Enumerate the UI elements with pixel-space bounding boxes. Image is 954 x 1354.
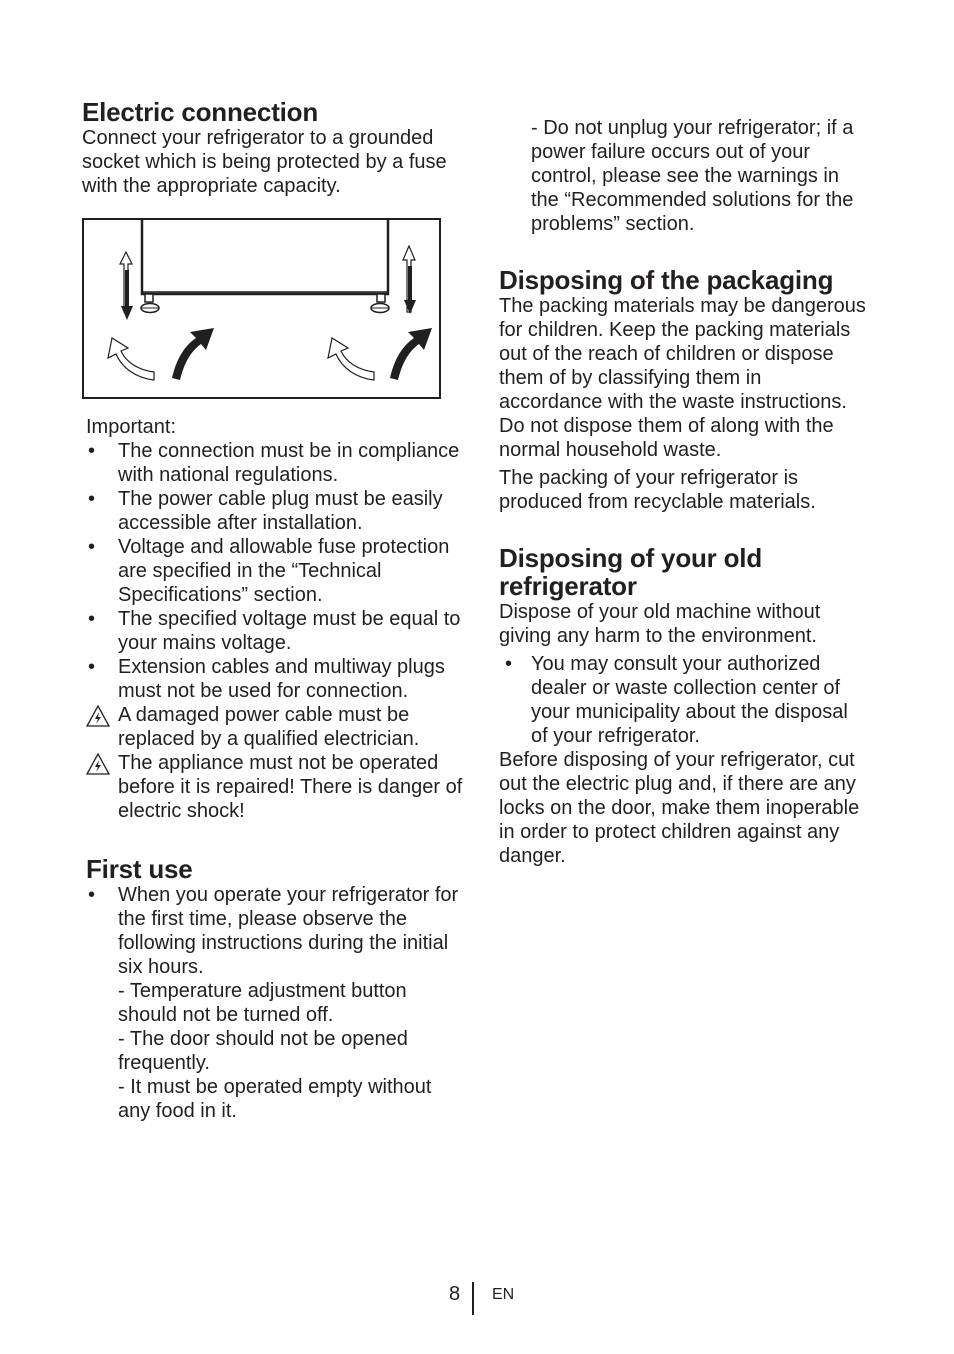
right-up-down-arrow-icon [403,246,416,314]
leveling-feet-illustration [84,220,439,397]
packaging-paragraph-1: The packing materials may be dangerous for children. Keep the packing materials out of the reach of children or dispose them of by classifying them in accordance with the waste instructions. Do not dispose them of along with the normal household waste. [499,295,866,461]
page-number: 8 [449,1283,461,1305]
list-item: • When you operate your refrigerator for the first time, please observe the following instructions during the initial six hours. - Temperature adjustment button should not be turned off. - The door should not be opened frequently. - It must be operated empty without any food in it. [82,883,467,1123]
right-foot-icon [371,294,389,313]
first-use-sub-item: - The door should not be opened frequently. [118,1028,408,1074]
electric-intro: Connect your refrigerator to a grounded socket which is being protected by a fuse with the appropriate capacity. [82,127,447,197]
page-footer [0,1282,954,1316]
right-rotate-arrows-icon [328,328,432,380]
bullet-icon: • [88,536,96,558]
bullet-icon: • [88,608,96,630]
list-item: • You may consult your authorized dealer or waste collection center of your municipality about the disposal of your refrigerator. [505,653,848,747]
bullet-icon: • [88,488,96,510]
packaging-paragraph-2: The packing of your refrigerator is produced from recyclable materials. [499,467,816,513]
old-refrigerator-heading: Disposing of your old refrigerator [499,543,763,601]
warning-triangle-icon [86,753,110,775]
left-up-down-arrow-icon [120,252,133,320]
first-use-heading: First use [86,854,193,884]
first-use-sub-item: - It must be operated empty without any food in it. [118,1076,432,1122]
right-column [499,116,869,868]
first-use-list [82,883,467,1123]
left-rotate-arrows-icon [108,328,214,380]
list-item: • The specified voltage must be equal to your mains voltage. [88,608,461,654]
important-label: Important: [86,416,177,438]
warning-item: The appliance must not be operated before it is repaired! There is danger of electric shock! [82,751,467,823]
electric-bullet-list [82,439,467,703]
leveling-feet-figure [82,218,441,399]
left-foot-icon [141,294,159,313]
bullet-icon: • [505,653,513,675]
first-use-sub-item: - Temperature adjustment button should not be turned off. [118,980,407,1026]
list-item: • Voltage and allowable fuse protection are specified in the “Technical Specifications” section. [88,536,450,606]
list-item: • The connection must be in compliance with national regulations. [88,440,460,486]
language-code: EN [492,1286,515,1303]
bullet-icon: • [88,656,96,678]
old-refrigerator-outro: Before disposing of your refrigerator, cut out the electric plug and, if there are any locks on the door, make them inoperable in order to protect children against any danger. [499,749,860,867]
first-use-continued: - Do not unplug your refrigerator; if a power failure occurs out of your control, please see the warnings in the “Recommended solutions for the problems” section. [531,117,854,235]
warning-triangle-icon [86,705,110,727]
bullet-icon: • [88,884,96,906]
old-refrigerator-list [499,652,869,748]
list-item: • The power cable plug must be easily accessible after installation. [88,488,443,534]
electric-connection-heading: Electric connection [82,97,319,127]
left-column [82,98,467,1123]
packaging-heading: Disposing of the packaging [499,265,834,295]
list-item: • Extension cables and multiway plugs must not be used for connection. [88,656,445,702]
bullet-icon: • [88,440,96,462]
warning-item: A damaged power cable must be replaced by a qualified electrician. [82,703,467,751]
old-refrigerator-intro: Dispose of your old machine without giving any harm to the environment. [499,601,821,647]
footer-divider [472,1282,474,1315]
